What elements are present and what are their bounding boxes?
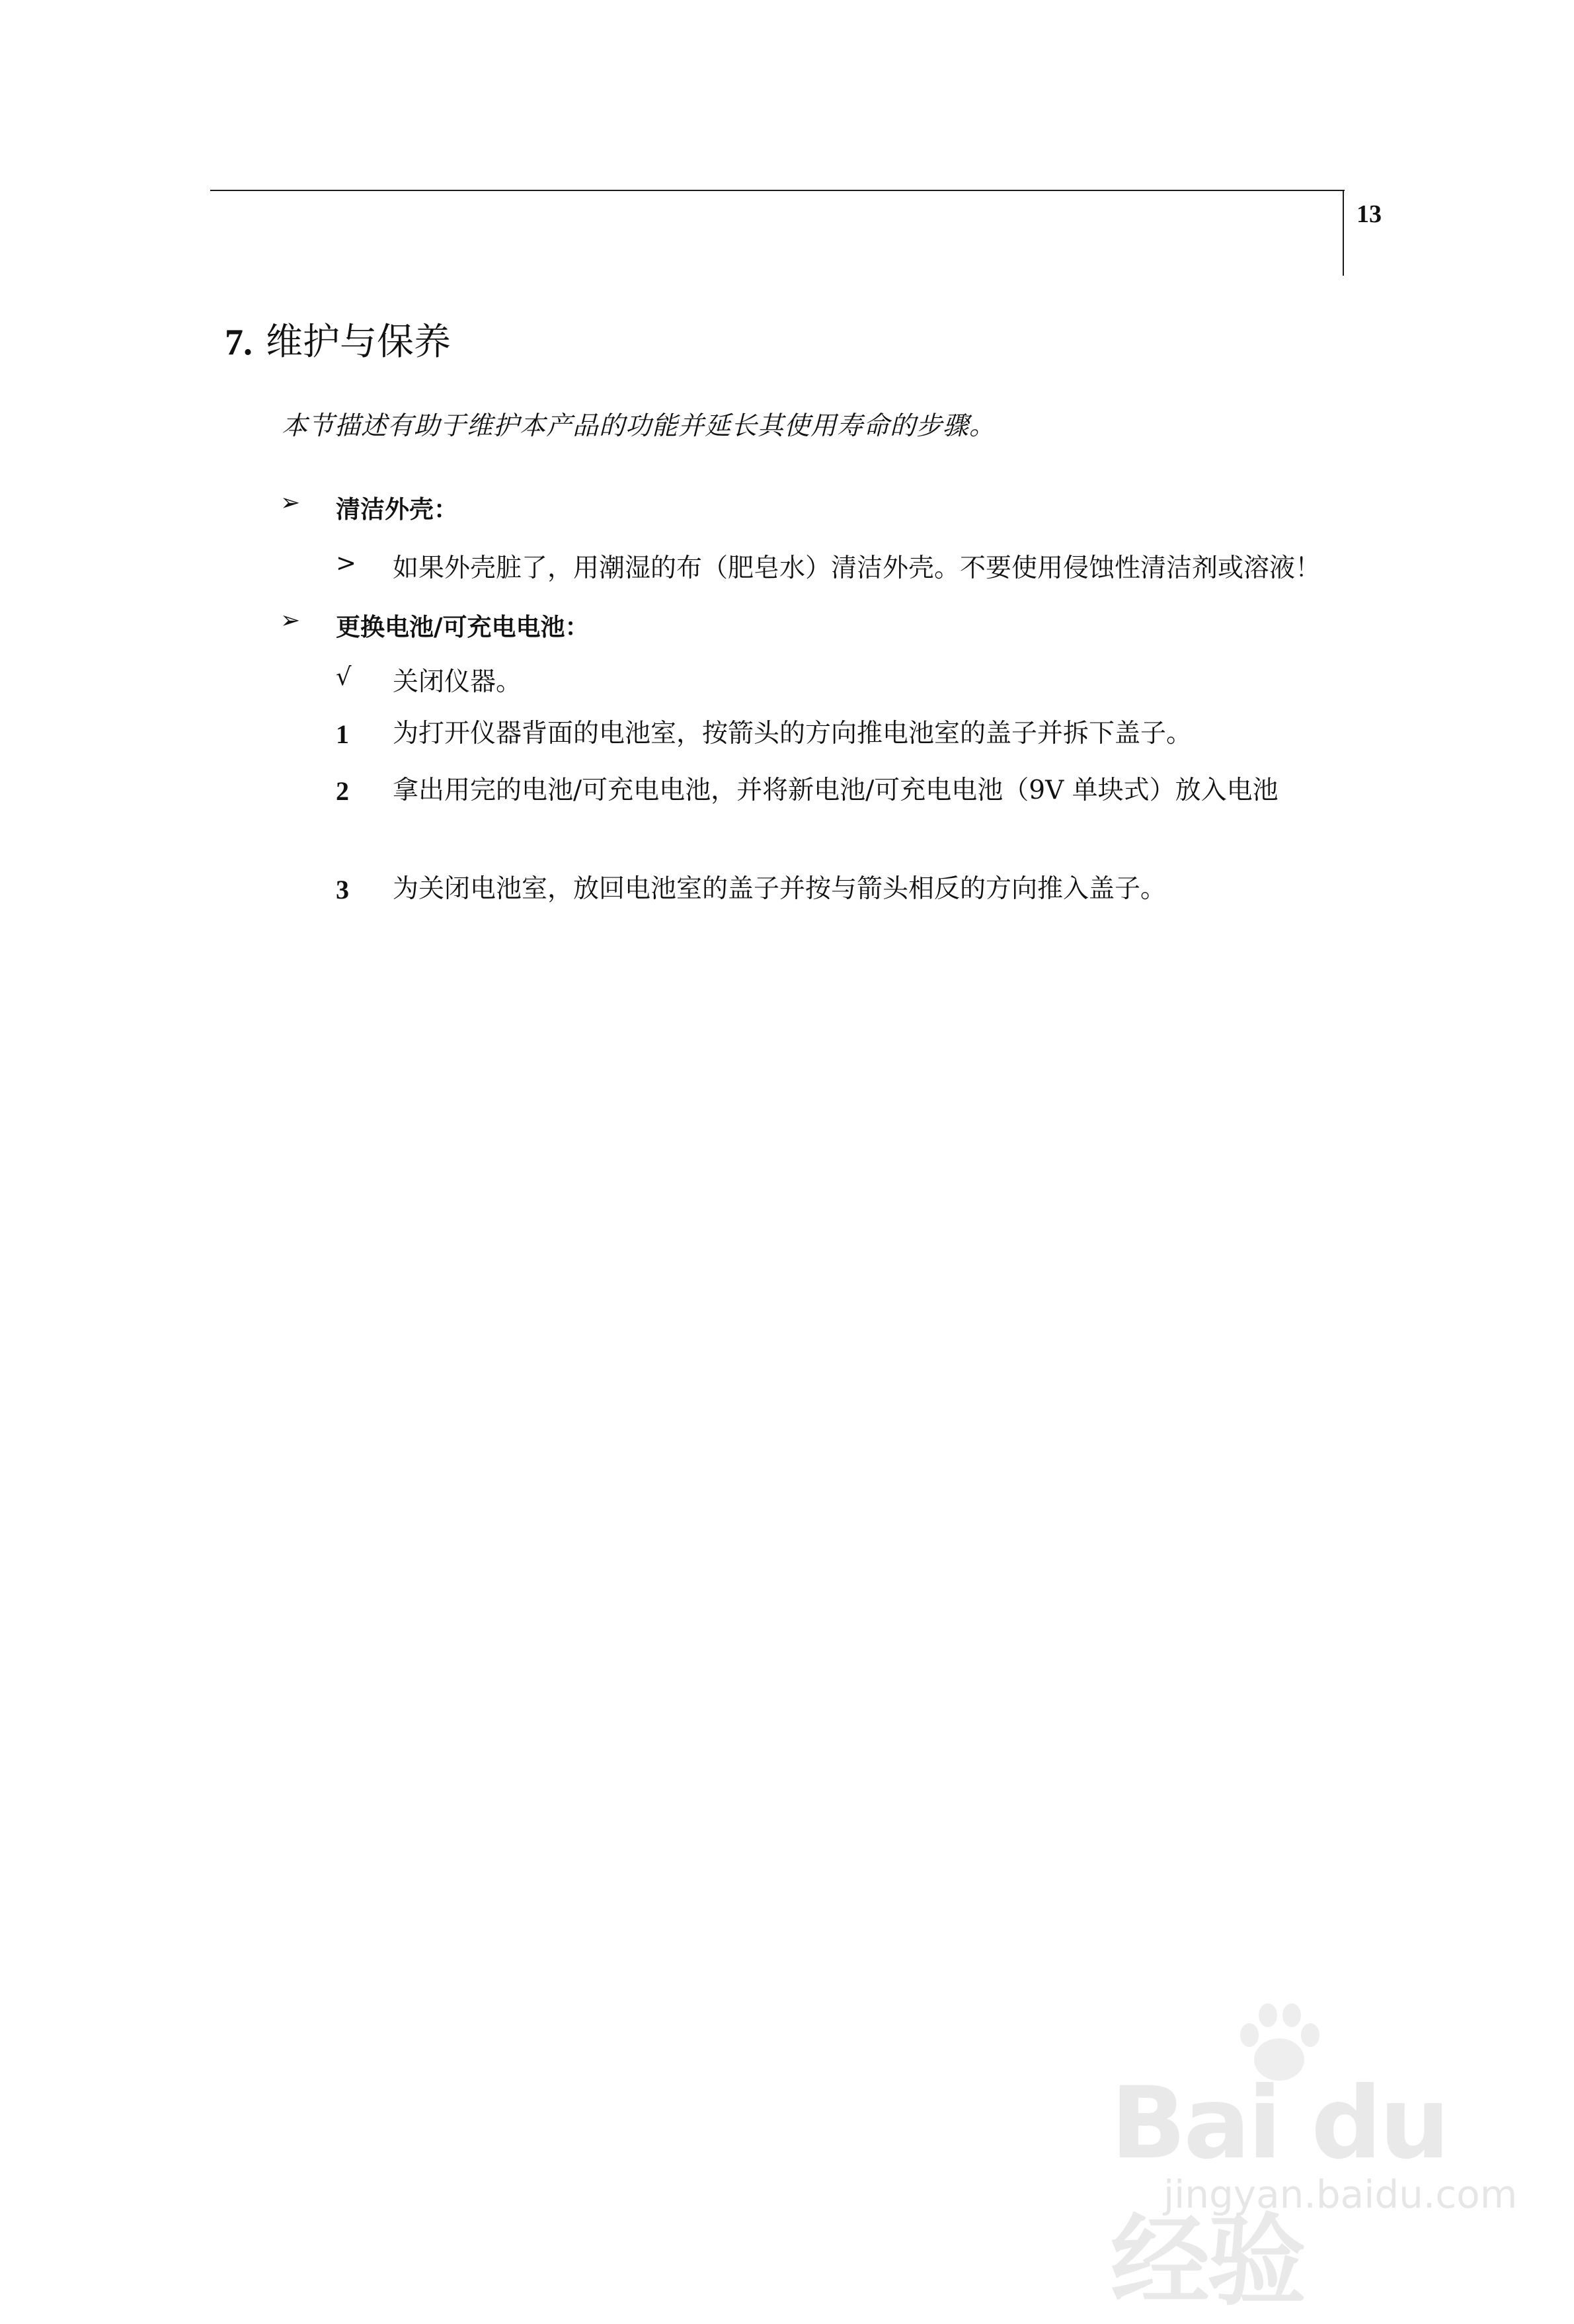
watermark	[1111, 1997, 1518, 2319]
page-number: 13	[1357, 200, 1382, 228]
precondition-text: 关闭仪器。	[393, 667, 522, 697]
watermark-url: jingyan.baidu.com	[1163, 2172, 1518, 2217]
step-number: 1	[336, 719, 349, 749]
step-number: 3	[336, 875, 349, 904]
cleaning-instruction: 如果外壳脏了，用潮湿的布（肥皂水）清洁外壳。不要使用侵蚀性清洁剂或溶液！	[393, 553, 1321, 583]
bullet-arrow-icon: ➢	[280, 489, 301, 516]
header-rule	[210, 190, 1345, 191]
section-title-text: 维护与保养	[266, 321, 451, 364]
section-title	[225, 313, 451, 366]
bullet-arrow-icon: ➢	[280, 607, 301, 634]
section-number: 7.	[225, 322, 253, 363]
battery-heading: 更换电池/可充电电池：	[336, 613, 590, 641]
step-number: 2	[336, 776, 349, 806]
header-vertical-rule	[1343, 190, 1344, 276]
step-text: 为关闭电池室，放回电池室的盖子并按与箭头相反的方向推入盖子。	[393, 874, 1167, 904]
watermark-brand: Bai du 经验	[1111, 2066, 1448, 2319]
item-marker: >	[336, 549, 357, 577]
check-icon: √	[336, 662, 352, 691]
section-intro: 本节描述有助于维护本产品的功能并延长其使用寿命的步骤。	[282, 411, 996, 441]
step-text: 为打开仪器背面的电池室，按箭头的方向推电池室的盖子并拆下盖子。	[393, 719, 1193, 748]
cleaning-heading: 清洁外壳：	[336, 495, 458, 524]
step-text: 拿出用完的电池/可充电电池，并将新电池/可充电电池（9V 单块式）放入电池	[393, 776, 1279, 805]
